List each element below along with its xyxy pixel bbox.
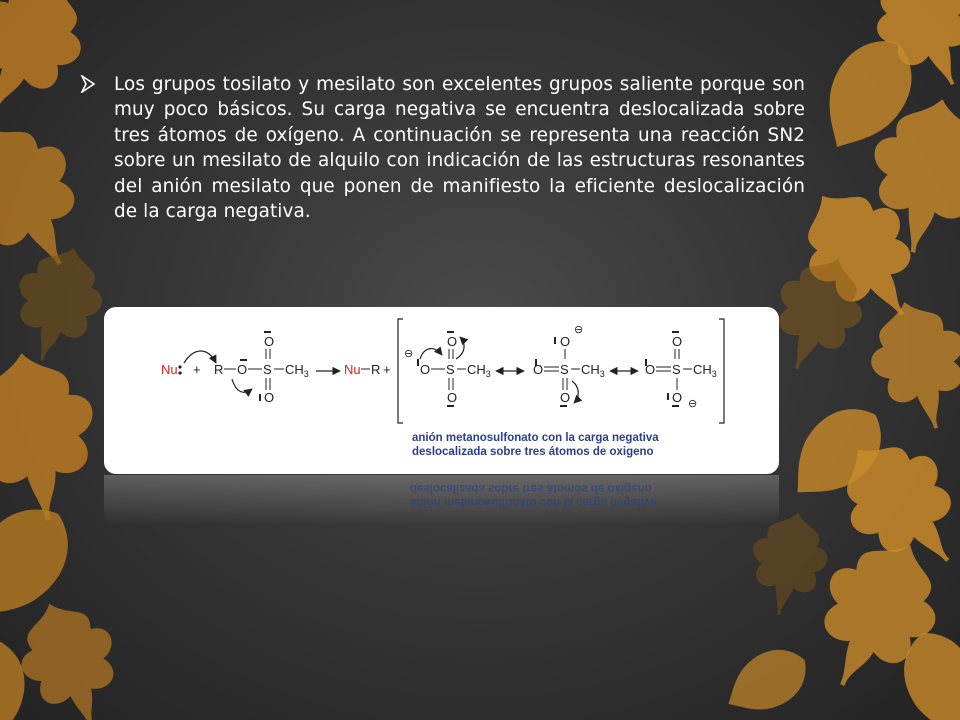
structure-3-methyl: $CH_3$ <box>693 362 717 379</box>
structure-1-arrow <box>420 349 442 359</box>
nucleophile-lone-pair-dot <box>178 365 181 368</box>
structure-1-bottom-oxygen: O <box>447 390 458 405</box>
resonance-structure-1 <box>404 331 491 407</box>
nucleophile-label: Nu <box>161 362 178 377</box>
nucleophile-lone-pair-dot <box>178 371 181 374</box>
structure-1-sulfur: S <box>446 362 455 377</box>
leaving-group-arrow <box>232 379 252 392</box>
structure-2-left-oxygen: O <box>533 362 544 377</box>
arrow-bullet-icon <box>80 75 96 93</box>
caption-line-2: deslocalizada sobre tres átomos de oxigeno <box>412 446 654 458</box>
lone-pair-bar <box>560 405 567 407</box>
structure-1-top-arrow <box>456 337 464 359</box>
alkyl-label: R <box>214 362 224 377</box>
structure-2-sulfur: S <box>560 362 569 377</box>
structure-2-top-oxygen: O <box>560 334 571 349</box>
structure-3-bottom-oxygen: O <box>672 390 683 405</box>
product-alkyl: R <box>371 362 381 377</box>
reflection-caption-line-1: anión metanosulfonato con la carga negativa <box>410 496 657 508</box>
structure-1-left-oxygen: O <box>420 362 431 377</box>
structure-2-bottom-oxygen: O <box>560 390 571 405</box>
structure-3-sulfur: S <box>672 362 681 377</box>
product-plus: + <box>383 362 391 377</box>
sulfur-atom: S <box>263 362 272 377</box>
methyl-group: $CH_3$ <box>285 362 309 379</box>
structure-1-charge: ⊖ <box>404 348 414 360</box>
structure-1-top-oxygen: O <box>447 334 458 349</box>
plus-sign: + <box>193 362 201 377</box>
lone-pair-bar <box>672 405 679 407</box>
bullet-text: Los grupos tosilato y mesilato son excelentes grupos saliente porque son muy poco básicos. Su carga negativa se encuentra deslocalizada sobre tres átomos de oxígeno. A continuación se representa una reacción SN2 sobre un mesilato de alquilo con indicación de las estructuras resonantes del anión mesilato que ponen de manifiesto la eficiente deslocalización de la carga negativa. <box>114 74 805 223</box>
top-oxygen: O <box>264 334 275 349</box>
structure-2-bottom-arrow <box>572 381 578 403</box>
figure-reflection <box>104 475 779 525</box>
structure-2-methyl: $CH_3$ <box>581 362 605 379</box>
structure-1-methyl: $CH_3$ <box>467 362 491 379</box>
structure-3-top-oxygen: O <box>672 334 683 349</box>
lone-pair-bar <box>417 359 419 366</box>
lone-pair-bar <box>447 405 454 407</box>
lone-pair-bar <box>259 394 261 401</box>
structure-2-charge: ⊖ <box>574 324 584 336</box>
lone-pair-bar <box>554 337 556 344</box>
lone-pair-bar <box>672 331 679 333</box>
structure-3-charge: ⊖ <box>688 398 698 410</box>
reaction-figure-panel <box>104 307 779 474</box>
left-bracket <box>398 319 403 423</box>
lone-pair-bar <box>264 331 271 333</box>
bottom-oxygen: O <box>264 390 275 405</box>
product-nucleophile: Nu <box>344 362 361 377</box>
reflection-caption-line-2: deslocalizada sobre tres átomos de oxigeno <box>410 482 652 494</box>
reflection-caption <box>410 481 770 509</box>
caption-line-1: anión metanosulfonato con la carga negativa <box>412 432 659 444</box>
mesylate-reaction-diagram <box>104 307 779 474</box>
resonance-structure-3 <box>645 331 717 410</box>
lone-pair-bar <box>447 331 454 333</box>
structure-3-left-oxygen: O <box>645 362 656 377</box>
lone-pair-bar <box>240 359 247 361</box>
lone-pair-bar <box>667 393 669 400</box>
ester-oxygen: O <box>237 362 248 377</box>
resonance-structure-2 <box>533 324 605 407</box>
right-bracket <box>719 319 724 423</box>
